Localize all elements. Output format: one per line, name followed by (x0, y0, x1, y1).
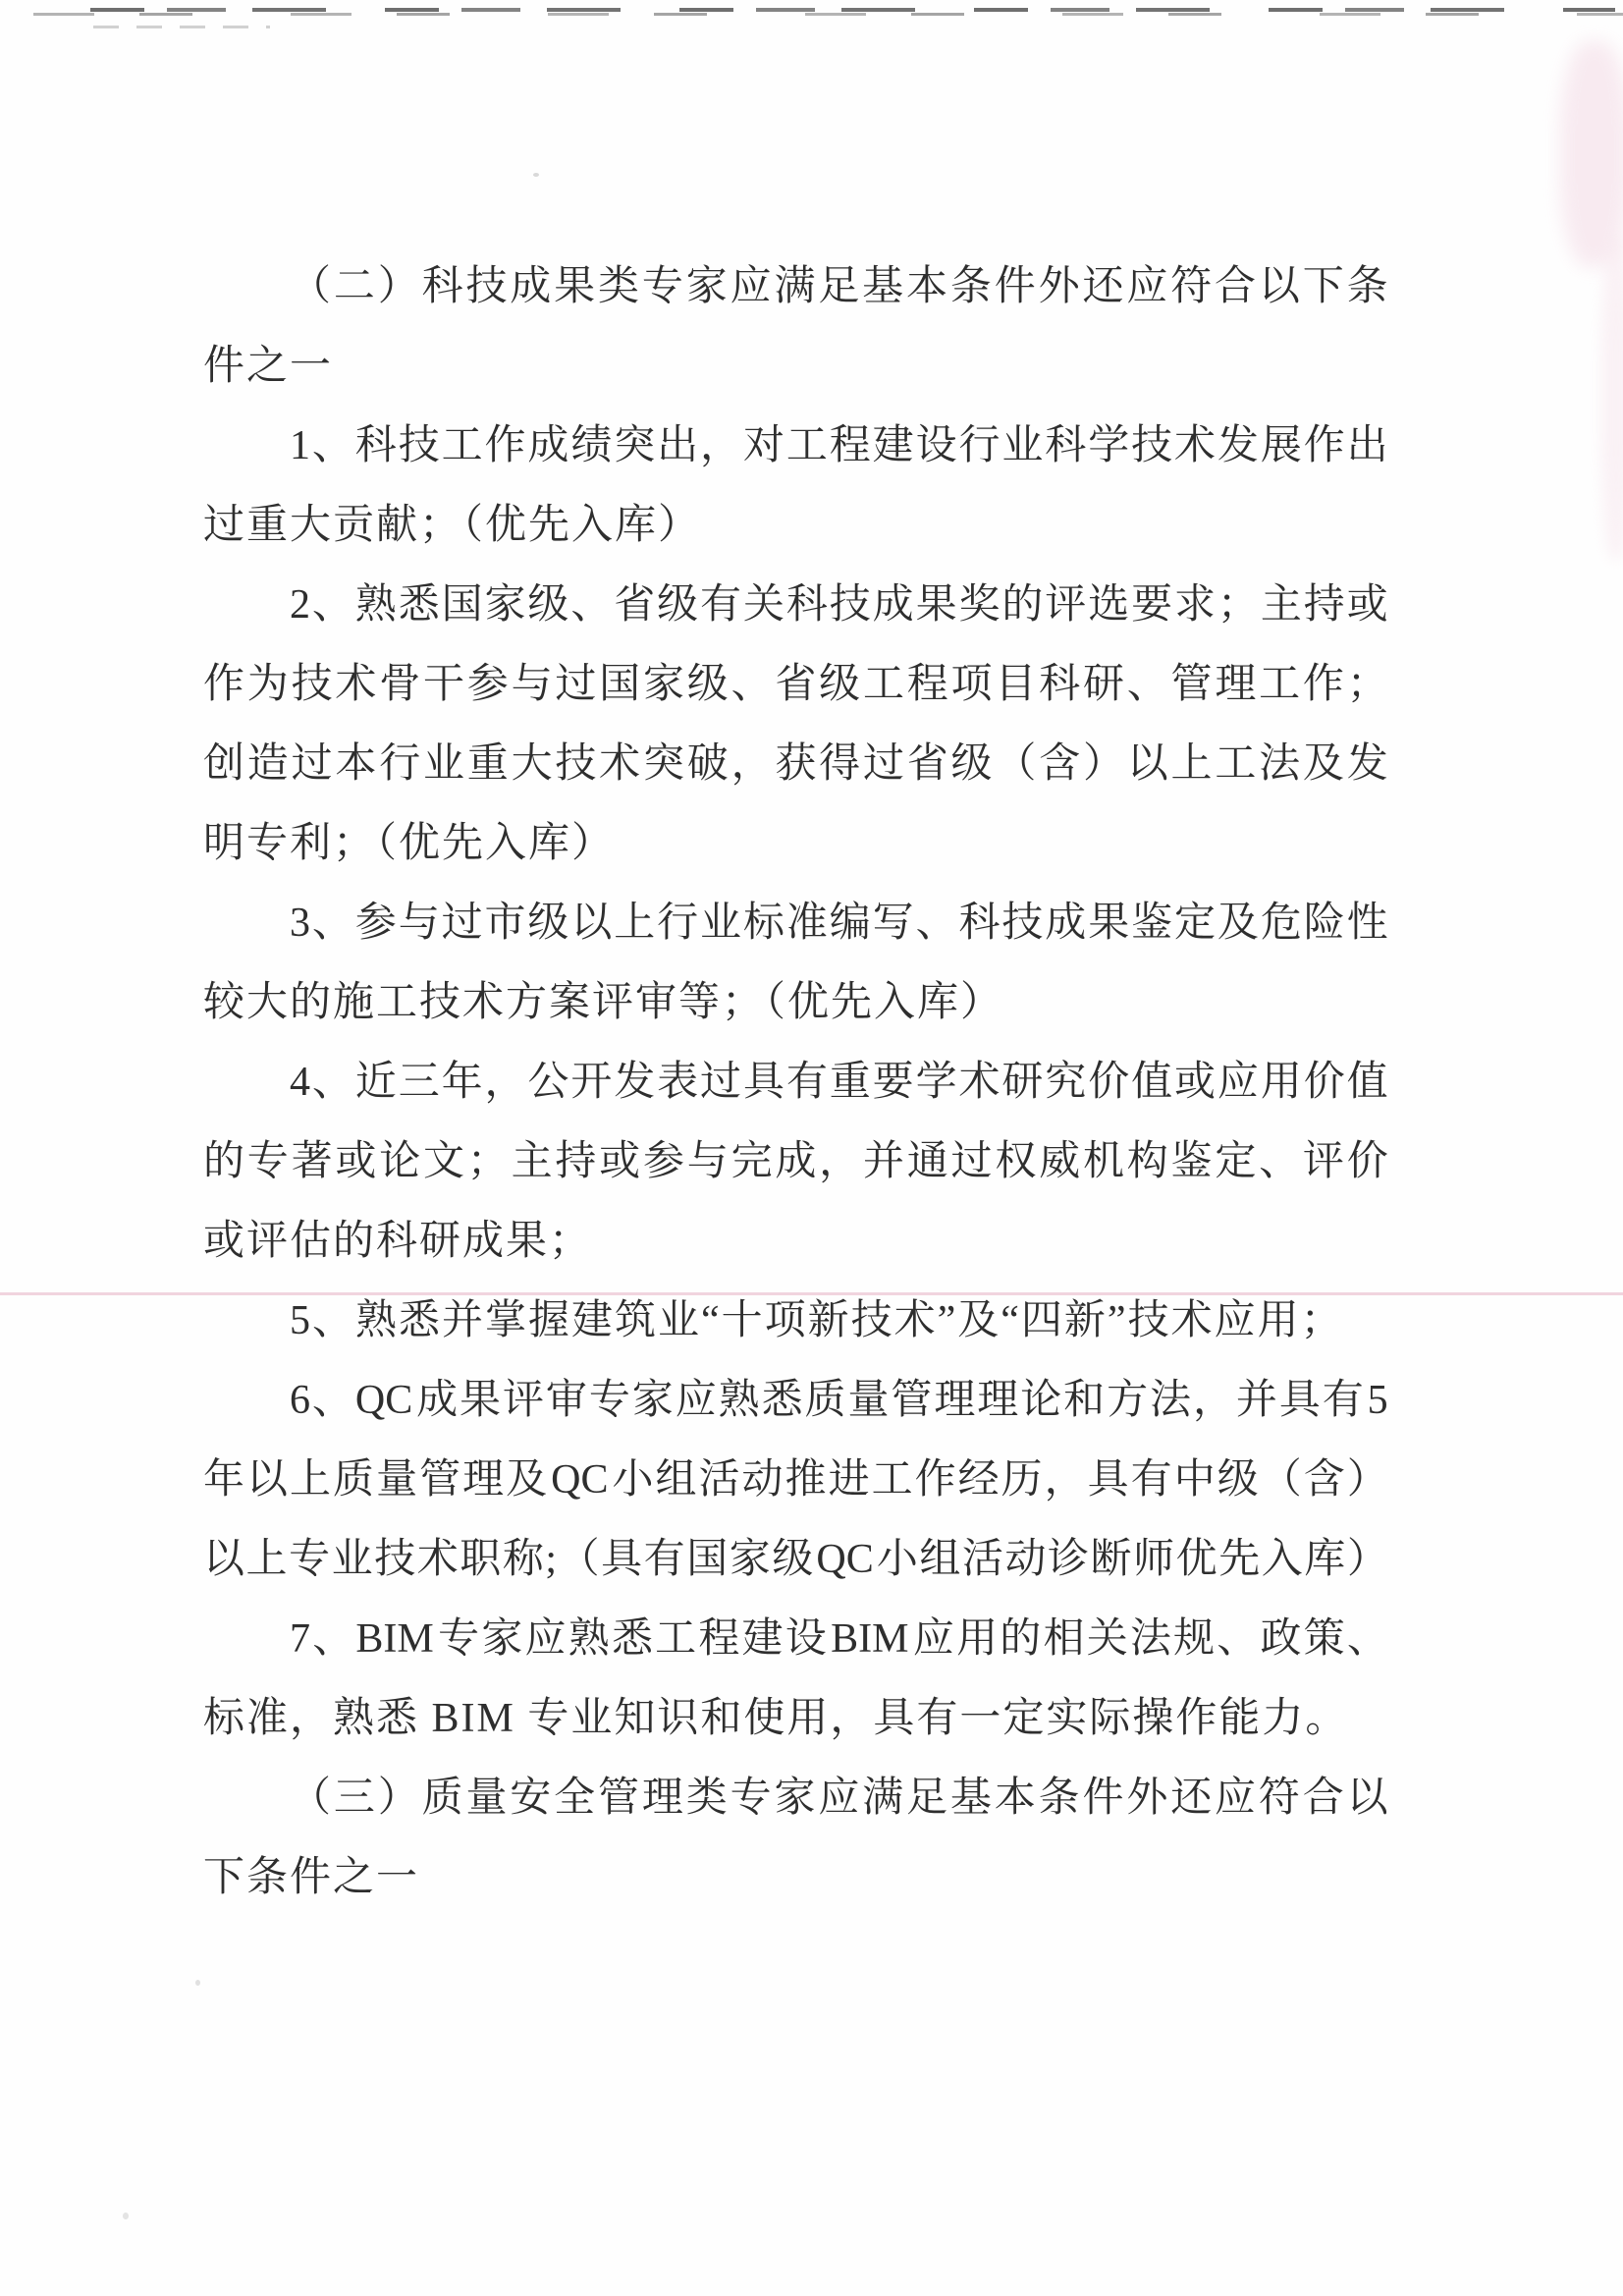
text-line: 过重大贡献；（优先入库） (203, 503, 702, 548)
text-line: 下条件之一 (203, 1855, 420, 1900)
text-line: 或评估的科研成果； (203, 1219, 593, 1264)
document-body-text (203, 247, 1388, 1918)
text-line: （ 二 ） 科 技 成 果 类 专 家 应 满 足 基 本 条 件 外 还 应 符 合 以 下 条 (290, 264, 1388, 309)
text-line: 以 上 专 业 技 术 职 称 ; （ 具 有 国 家 级 QC 小 组 活 动 诊 断 师 优 先 入 库 ） (203, 1537, 1388, 1582)
scan-smudge-right-edge (1601, 236, 1623, 560)
text-line: 年 以 上 质 量 管 理 及 QC 小 组 活 动 推 进 工 作 经 历 ， 具 有 中 级 （ 含 ） (203, 1457, 1388, 1503)
scan-speck (195, 1980, 200, 1986)
scan-speck (533, 173, 539, 177)
text-line: 3 、 参 与 过 市 级 以 上 行 业 标 准 编 写 、 科 技 成 果 鉴 定 及 危 险 性 (290, 901, 1388, 946)
text-line: 标准，熟悉 BIM 专业知识和使用，具有一定实际操作能力。 (203, 1696, 1349, 1741)
scan-noise-top-edge (93, 26, 270, 28)
scan-noise-top-edge (90, 8, 1615, 12)
scan-smudge-right-edge (1560, 41, 1623, 267)
text-line: 件之一 (203, 344, 334, 389)
text-line: 较大的施工技术方案评审等；（优先入库） (203, 980, 1004, 1025)
text-line: 明专利；（优先入库） (203, 821, 616, 866)
text-line: 5、熟悉并掌握建筑业“十项新技术”及“四新”技术应用； (290, 1298, 1344, 1343)
text-line: 作 为 技 术 骨 干 参 与 过 国 家 级 、 省 级 工 程 项 目 科 研 、 管 理 工 作 ； (203, 662, 1388, 707)
text-line: 2 、 熟 悉 国 家 级 、 省 级 有 关 科 技 成 果 奖 的 评 选 要 求 ； 主 持 或 (290, 582, 1388, 628)
text-line: 6 、 QC 成 果 评 审 专 家 应 熟 悉 质 量 管 理 理 论 和 方 法 ， 并 具 有 5 (290, 1378, 1388, 1423)
scan-noise-top-edge (0, 13, 1623, 16)
text-line: 7 、 BIM 专 家 应 熟 悉 工 程 建 设 BIM 应 用 的 相 关 法 规 、 政 策 、 (290, 1616, 1388, 1662)
text-line: 4 、 近 三 年 ， 公 开 发 表 过 具 有 重 要 学 术 研 究 价 值 或 应 用 价 值 (290, 1060, 1388, 1105)
text-line: 1 、 科 技 工 作 成 绩 突 出 ， 对 工 程 建 设 行 业 科 学 技 术 发 展 作 出 (290, 423, 1388, 468)
text-line: 创 造 过 本 行 业 重 大 技 术 突 破 ， 获 得 过 省 级 （ 含 ） 以 上 工 法 及 发 (203, 741, 1388, 787)
scan-speck (123, 2213, 129, 2219)
text-line: （ 三 ） 质 量 安 全 管 理 类 专 家 应 满 足 基 本 条 件 外 还 应 符 合 以 (290, 1776, 1388, 1821)
text-line: 的 专 著 或 论 文 ； 主 持 或 参 与 完 成 ， 并 通 过 权 威 机 构 鉴 定 、 评 价 (203, 1139, 1388, 1184)
